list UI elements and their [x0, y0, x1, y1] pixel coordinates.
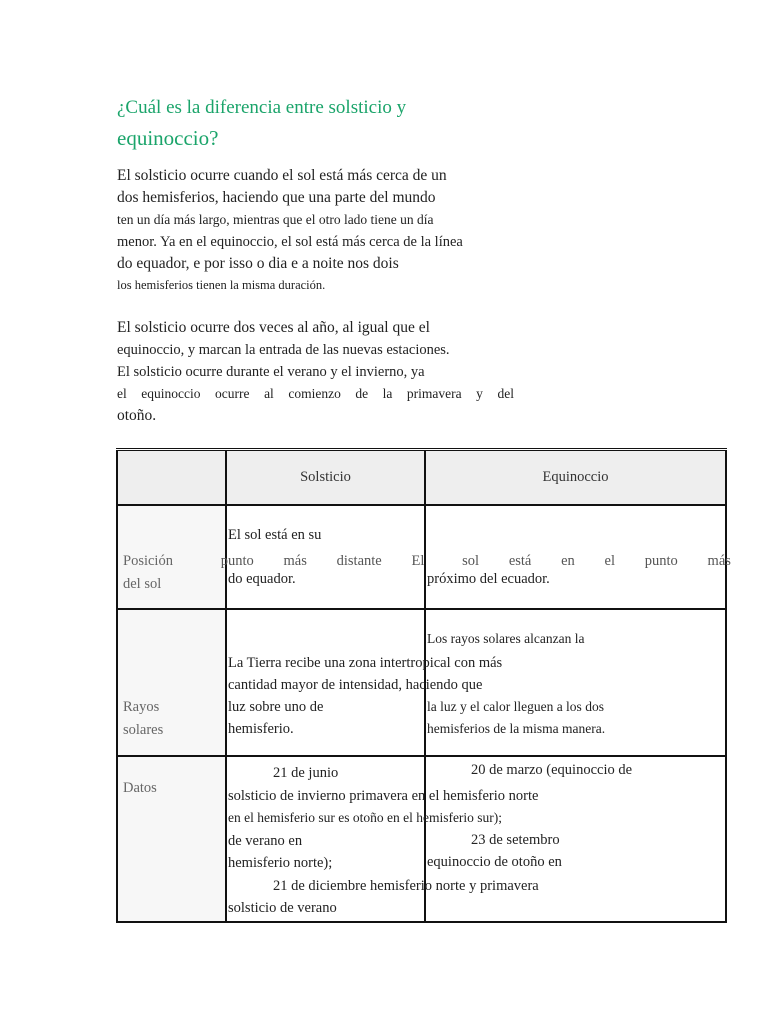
header-equinoccio: Equinoccio	[425, 450, 726, 506]
word: al	[264, 386, 274, 401]
word: ocurre	[215, 386, 250, 401]
paragraph-line: menor. Ya en el equinoccio, el sol está más cerca de la línea	[117, 234, 463, 250]
paragraph-line: El solsticio ocurre dos veces al año, al igual que el	[117, 319, 430, 336]
paragraph-line: equinoccio, y marcan la entrada de las nuevas estaciones.	[117, 342, 450, 358]
cell-text: do equador.	[228, 571, 296, 587]
word: de	[355, 386, 369, 401]
word: la	[382, 386, 393, 401]
paragraph-occurrence	[117, 317, 517, 427]
word: distante	[336, 553, 382, 569]
word: más	[283, 553, 307, 569]
page-title	[117, 92, 537, 154]
paragraph-definitions	[117, 165, 517, 295]
word: primavera	[406, 386, 462, 401]
cell-text: 23 de setembro	[471, 832, 560, 848]
table-header-row	[117, 450, 726, 506]
equinoccio-rayos-cell	[425, 609, 726, 756]
word: está	[508, 553, 532, 569]
solsticio-posicion-cell	[226, 505, 425, 609]
word: comienzo	[288, 386, 341, 401]
cell-text: equinoccio de otoño en	[427, 854, 562, 870]
cell-text-block: La Tierra recibe una zona intertropical con más cantidad mayor de intensidad, haciendo que luz sobre uno de hemisferio.	[228, 655, 503, 737]
word: el	[117, 386, 127, 401]
cell-text: El sol está en su	[228, 527, 322, 543]
cell-text-block: la luz y el calor lleguen a los dos hemisferios de la misma manera.	[427, 699, 606, 736]
title-line-1: ¿Cuál es la diferencia entre solsticio y	[117, 97, 407, 118]
row-label-cell	[117, 609, 226, 756]
cell-text: próximo del ecuador.	[427, 571, 550, 587]
row-label: del sol	[123, 576, 162, 592]
title-line-2: equinoccio?	[117, 126, 219, 150]
word: punto	[644, 553, 678, 569]
word: y	[476, 386, 483, 401]
table-row-datos	[117, 756, 726, 922]
solsticio-rayos-cell	[226, 609, 503, 756]
paragraph-line: ten un día más largo, mientras que el otro lado tiene un día	[117, 212, 434, 227]
word: Posición	[123, 553, 173, 569]
word: El	[411, 553, 425, 569]
word: equinoccio	[141, 386, 201, 401]
word: el	[604, 553, 616, 569]
cell-text: Los rayos solares alcanzan la	[427, 631, 585, 646]
comparison-table	[116, 448, 731, 923]
cell-text: 20 de marzo (equinoccio de	[471, 762, 633, 778]
row-label: Datos	[123, 780, 157, 796]
header-empty-cell	[117, 450, 226, 506]
table-row-rayos	[117, 609, 726, 756]
word: más	[707, 553, 731, 569]
word: sol	[462, 553, 480, 569]
cell-text-block: 21 de junio solsticio de invierno primavera en el hemisferio norte en el hemisferio sur es otoño en el hemisferio sur); de verano en hemisferio norte); 21 de diciembre hemisferio norte y primavera solsticio de verano	[228, 765, 539, 916]
paragraph-line: otoño.	[117, 407, 157, 424]
word: en	[561, 553, 575, 569]
paragraph-line: dos hemisferios, haciendo que una parte del mundo	[117, 189, 436, 206]
word: del	[497, 386, 514, 401]
paragraph-line: El solsticio ocurre durante el verano y el invierno, ya	[117, 364, 425, 380]
equinoccio-posicion-cell	[425, 505, 726, 609]
justified-line	[117, 383, 514, 405]
row-label: Rayos solares	[123, 699, 164, 738]
equinoccio-datos-cell	[425, 756, 726, 922]
paragraph-line: El solsticio ocurre cuando el sol está más cerca de un	[117, 167, 447, 184]
paragraph-line: do equador, e por isso o dia e a noite nos dois	[117, 255, 399, 272]
header-solsticio: Solsticio	[226, 450, 425, 506]
row-label-cell	[117, 756, 226, 922]
word: punto	[220, 553, 254, 569]
paragraph-line: los hemisferios tienen la misma duración.	[117, 278, 326, 292]
table-row-posicion	[117, 505, 726, 609]
